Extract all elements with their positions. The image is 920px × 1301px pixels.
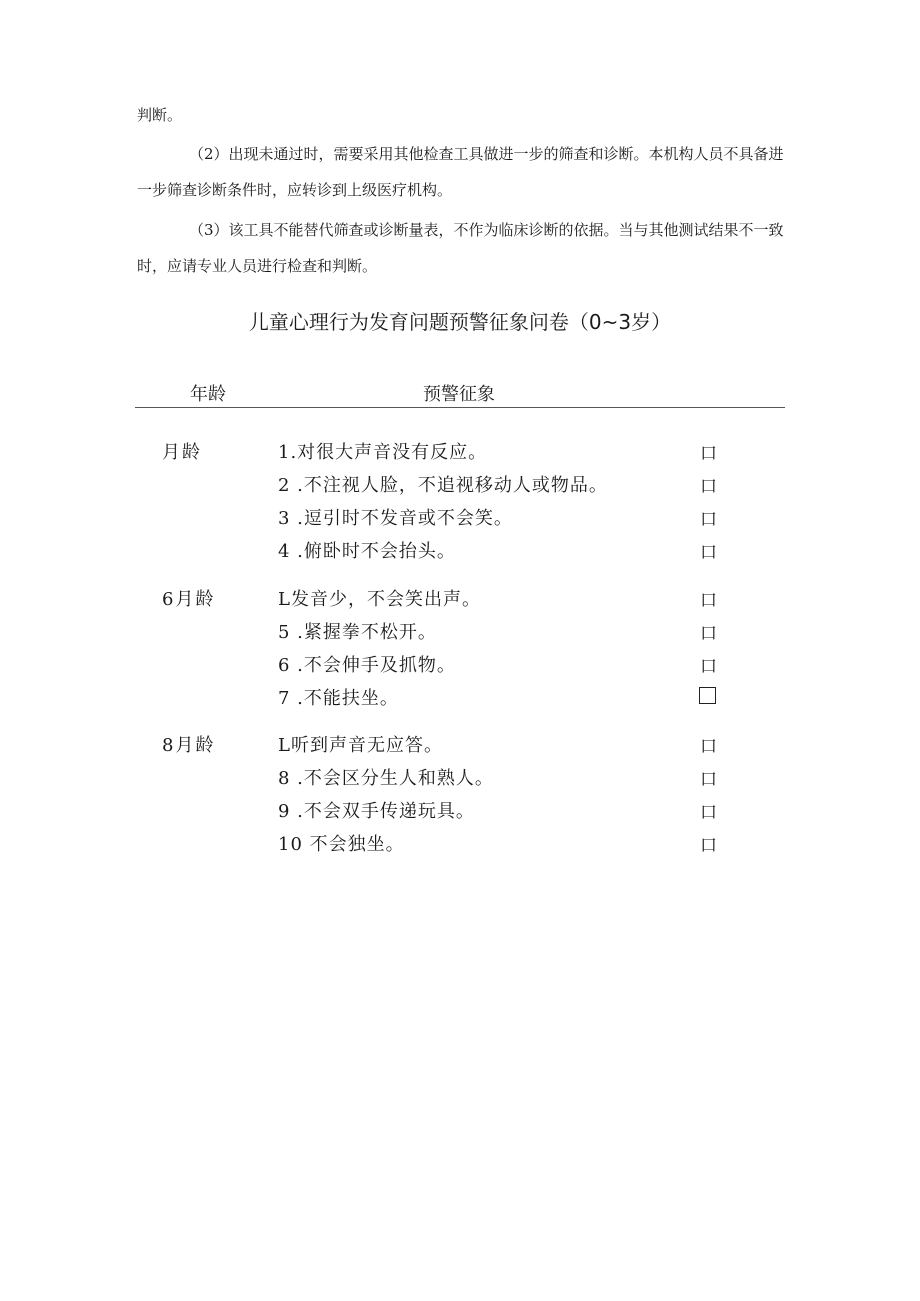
checkbox-square[interactable]	[699, 687, 716, 704]
checkbox-glyph[interactable]: 口	[700, 836, 717, 856]
sign-item: 10 不会独坐。	[278, 834, 405, 855]
checkbox-glyph[interactable]: 口	[700, 657, 717, 677]
checkbox-glyph[interactable]: 口	[700, 444, 717, 464]
paragraph-3-text: （3）该工具不能替代筛查或诊断量表，不作为临床诊断的依据。当与其他测试结果不一致时，应请专业人员进行检查和判断。	[137, 221, 784, 275]
checkbox-glyph[interactable]: 口	[700, 477, 717, 497]
paragraph-3	[137, 212, 787, 284]
sign-item: 1.对很大声音没有反应。	[278, 442, 488, 463]
paragraph-1	[137, 97, 787, 133]
age-label: 6月龄	[162, 589, 216, 610]
sign-item: 6 .不会伸手及抓物。	[278, 655, 456, 676]
sign-item: 5 .紧握拳不松开。	[278, 622, 437, 643]
sign-item: 2 .不注视人脸，不追视移动人或物品。	[278, 475, 608, 496]
column-header-age: 年龄	[190, 384, 226, 405]
questionnaire-title: 儿童心理行为发育问题预警征象问卷（0~3岁）	[248, 310, 672, 334]
sign-item: 8 .不会区分生人和熟人。	[278, 768, 494, 789]
paragraph-2-text: （2）出现未通过时，需要采用其他检查工具做进一步的筛查和诊断。本机构人员不具备进一步筛查诊断条件时，应转诊到上级医疗机构。	[137, 145, 784, 199]
checkbox-glyph[interactable]: 口	[700, 737, 717, 757]
checkbox-glyph[interactable]: 口	[700, 543, 717, 563]
paragraph-2	[137, 136, 787, 208]
checkbox-glyph[interactable]: 口	[700, 803, 717, 823]
sign-item: 3 .逗引时不发音或不会笑。	[278, 508, 513, 529]
checkbox-glyph[interactable]: 口	[700, 624, 717, 644]
sign-item: 9 .不会双手传递玩具。	[278, 801, 475, 822]
sign-item: L发音少，不会笑出声。	[278, 589, 481, 610]
age-label: 月龄	[162, 442, 202, 463]
checkbox-glyph[interactable]: 口	[700, 770, 717, 790]
age-label: 8月龄	[162, 735, 216, 756]
paragraph-1-text: 判断。	[137, 106, 183, 124]
sign-item: L听到声音无应答。	[278, 735, 443, 756]
header-divider	[135, 407, 785, 408]
checkbox-glyph[interactable]: 口	[700, 591, 717, 611]
checkbox-glyph[interactable]: 口	[700, 510, 717, 530]
sign-item: 4 .俯卧时不会抬头。	[278, 541, 456, 562]
sign-item: 7 .不能扶坐。	[278, 688, 399, 709]
column-header-signs: 预警征象	[423, 384, 495, 405]
